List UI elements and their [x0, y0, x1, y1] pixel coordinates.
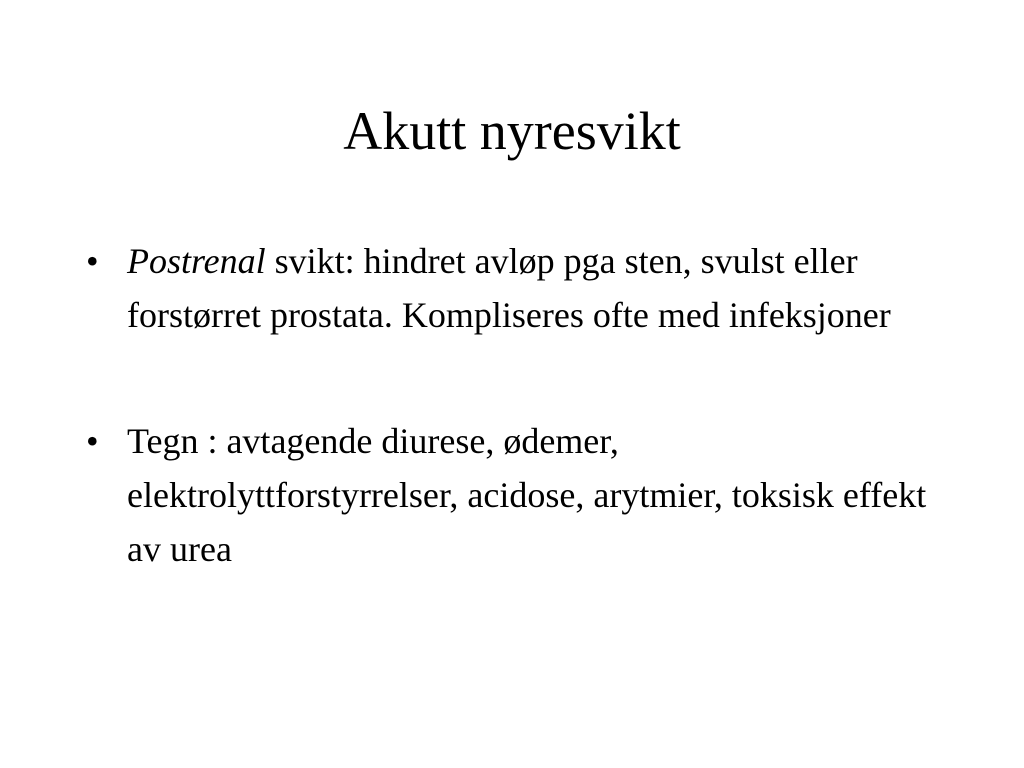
bullet-emphasis-postrenal: Postrenal: [127, 241, 266, 281]
bullet-item-tegn: [80, 414, 940, 576]
bullet-item-postrenal: [80, 234, 940, 342]
bullet-marker: •: [86, 241, 99, 281]
slide-title: Akutt nyresvikt: [343, 101, 681, 161]
bullet-marker: •: [86, 421, 99, 461]
bullet-text-postrenal: svikt: hindret avløp pga sten, svulst eller forstørret prostata. Kompliseres ofte med infeksjoner: [127, 241, 891, 335]
bullet-list: [80, 234, 940, 576]
bullet-text-tegn: Tegn : avtagende diurese, ødemer, elektrolyttforstyrrelser, acidose, arytmier, toksisk effekt av urea: [127, 421, 927, 569]
